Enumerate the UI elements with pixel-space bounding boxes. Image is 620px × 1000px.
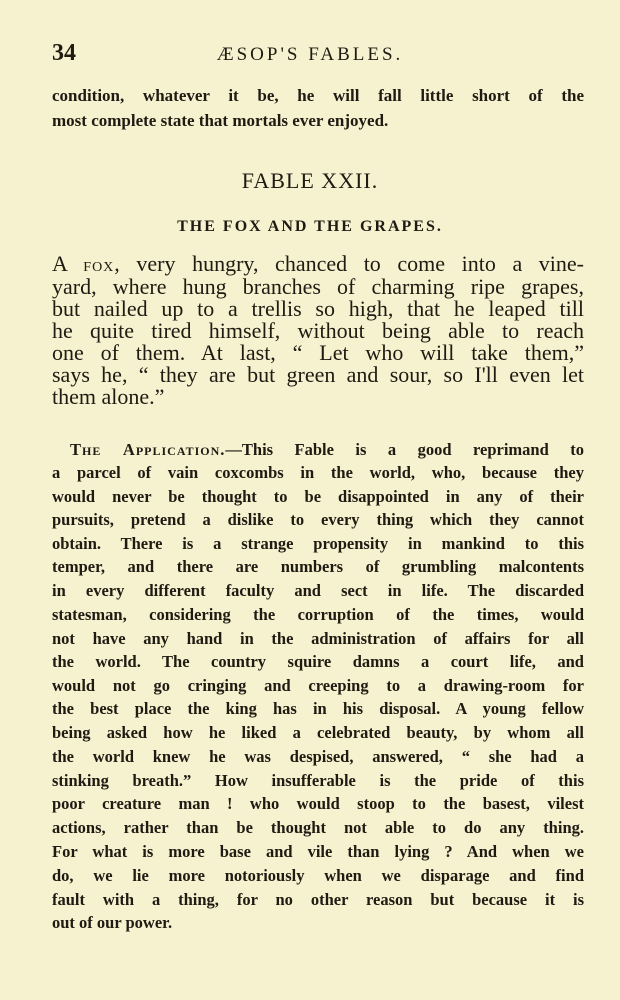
- application-text-line: pursuits, pretend a dislike to every thing which they cannot: [52, 510, 584, 529]
- application-text-line: do, we lie more notoriously when we disparage and find: [52, 866, 584, 885]
- application-text-line: would not go cringing and creeping to a drawing-room for: [52, 676, 584, 695]
- fable-text-line: says he, “ they are but green and sour, so I'll even let: [52, 362, 584, 387]
- application-first-line-rest: —This Fable is a good reprimand to: [225, 440, 584, 459]
- application-text-line: the world. The country squire damns a court life, and: [52, 652, 584, 671]
- fable-first-line-rest: , very hungry, chanced to come into a vine-: [114, 251, 584, 276]
- fable-first-word-smallcaps: fox: [83, 254, 115, 276]
- application-text-line: obtain. There is a strange propensity in mankind to this: [52, 534, 584, 553]
- running-title: ÆSOP'S FABLES.: [216, 44, 404, 65]
- fable-text-line: one of them. At last, “ Let who will take them,”: [52, 340, 584, 365]
- application-text-line: actions, rather than be thought not able to do any thing.: [52, 818, 584, 837]
- page-number: 34: [52, 40, 76, 66]
- fable-text-line: them alone.”: [52, 384, 165, 409]
- application-text-line: temper, and there are numbers of grumbling malcontents: [52, 557, 584, 576]
- fable-text-line: yard, where hung branches of charming ripe grapes,: [52, 274, 584, 299]
- application-text-line: For what is more base and vile than lying ? And when we: [52, 842, 584, 861]
- fable-text-line: but nailed up to a trellis so high, that he leaped till: [52, 296, 584, 321]
- application-text-line: fault with a thing, for no other reason but because it is: [52, 890, 584, 909]
- application-text-line: out of our power.: [52, 913, 173, 932]
- application-text-line: statesman, considering the corruption of the times, would: [52, 605, 584, 624]
- application-text-line: [52, 440, 584, 460]
- application-text-line: a parcel of vain coxcombs in the world, who, because they: [52, 463, 584, 482]
- fable-text-line: he quite tired himself, without being able to reach: [52, 318, 584, 343]
- application-text-line: the best place the king has in his disposal. A young fellow: [52, 699, 584, 718]
- application-text-line: being asked how he liked a celebrated beauty, by whom all: [52, 723, 584, 742]
- previous-text-line: most complete state that mortals ever enjoyed.: [52, 111, 389, 130]
- fable-title: FABLE XXII.: [241, 168, 379, 193]
- application-text-line: would never be thought to be disappointed in any of their: [52, 487, 584, 506]
- previous-text-line: condition, whatever it be, he will fall little short of the: [52, 86, 584, 105]
- application-text-line: not have any hand in the administration of affairs for all: [52, 629, 584, 648]
- fable-first-word: A: [52, 251, 67, 276]
- application-text-line: the world knew he was despised, answered, “ she had a: [52, 747, 584, 766]
- application-heading: The Application.: [70, 440, 226, 459]
- application-text-line: in every different faculty and sect in life. The discarded: [52, 581, 584, 600]
- application-text-line: stinking breath.” How insufferable is the pride of this: [52, 771, 584, 790]
- fable-subtitle: THE FOX AND THE GRAPES.: [177, 218, 443, 235]
- application-text-line: poor creature man ! who would stoop to the basest, vilest: [52, 794, 584, 813]
